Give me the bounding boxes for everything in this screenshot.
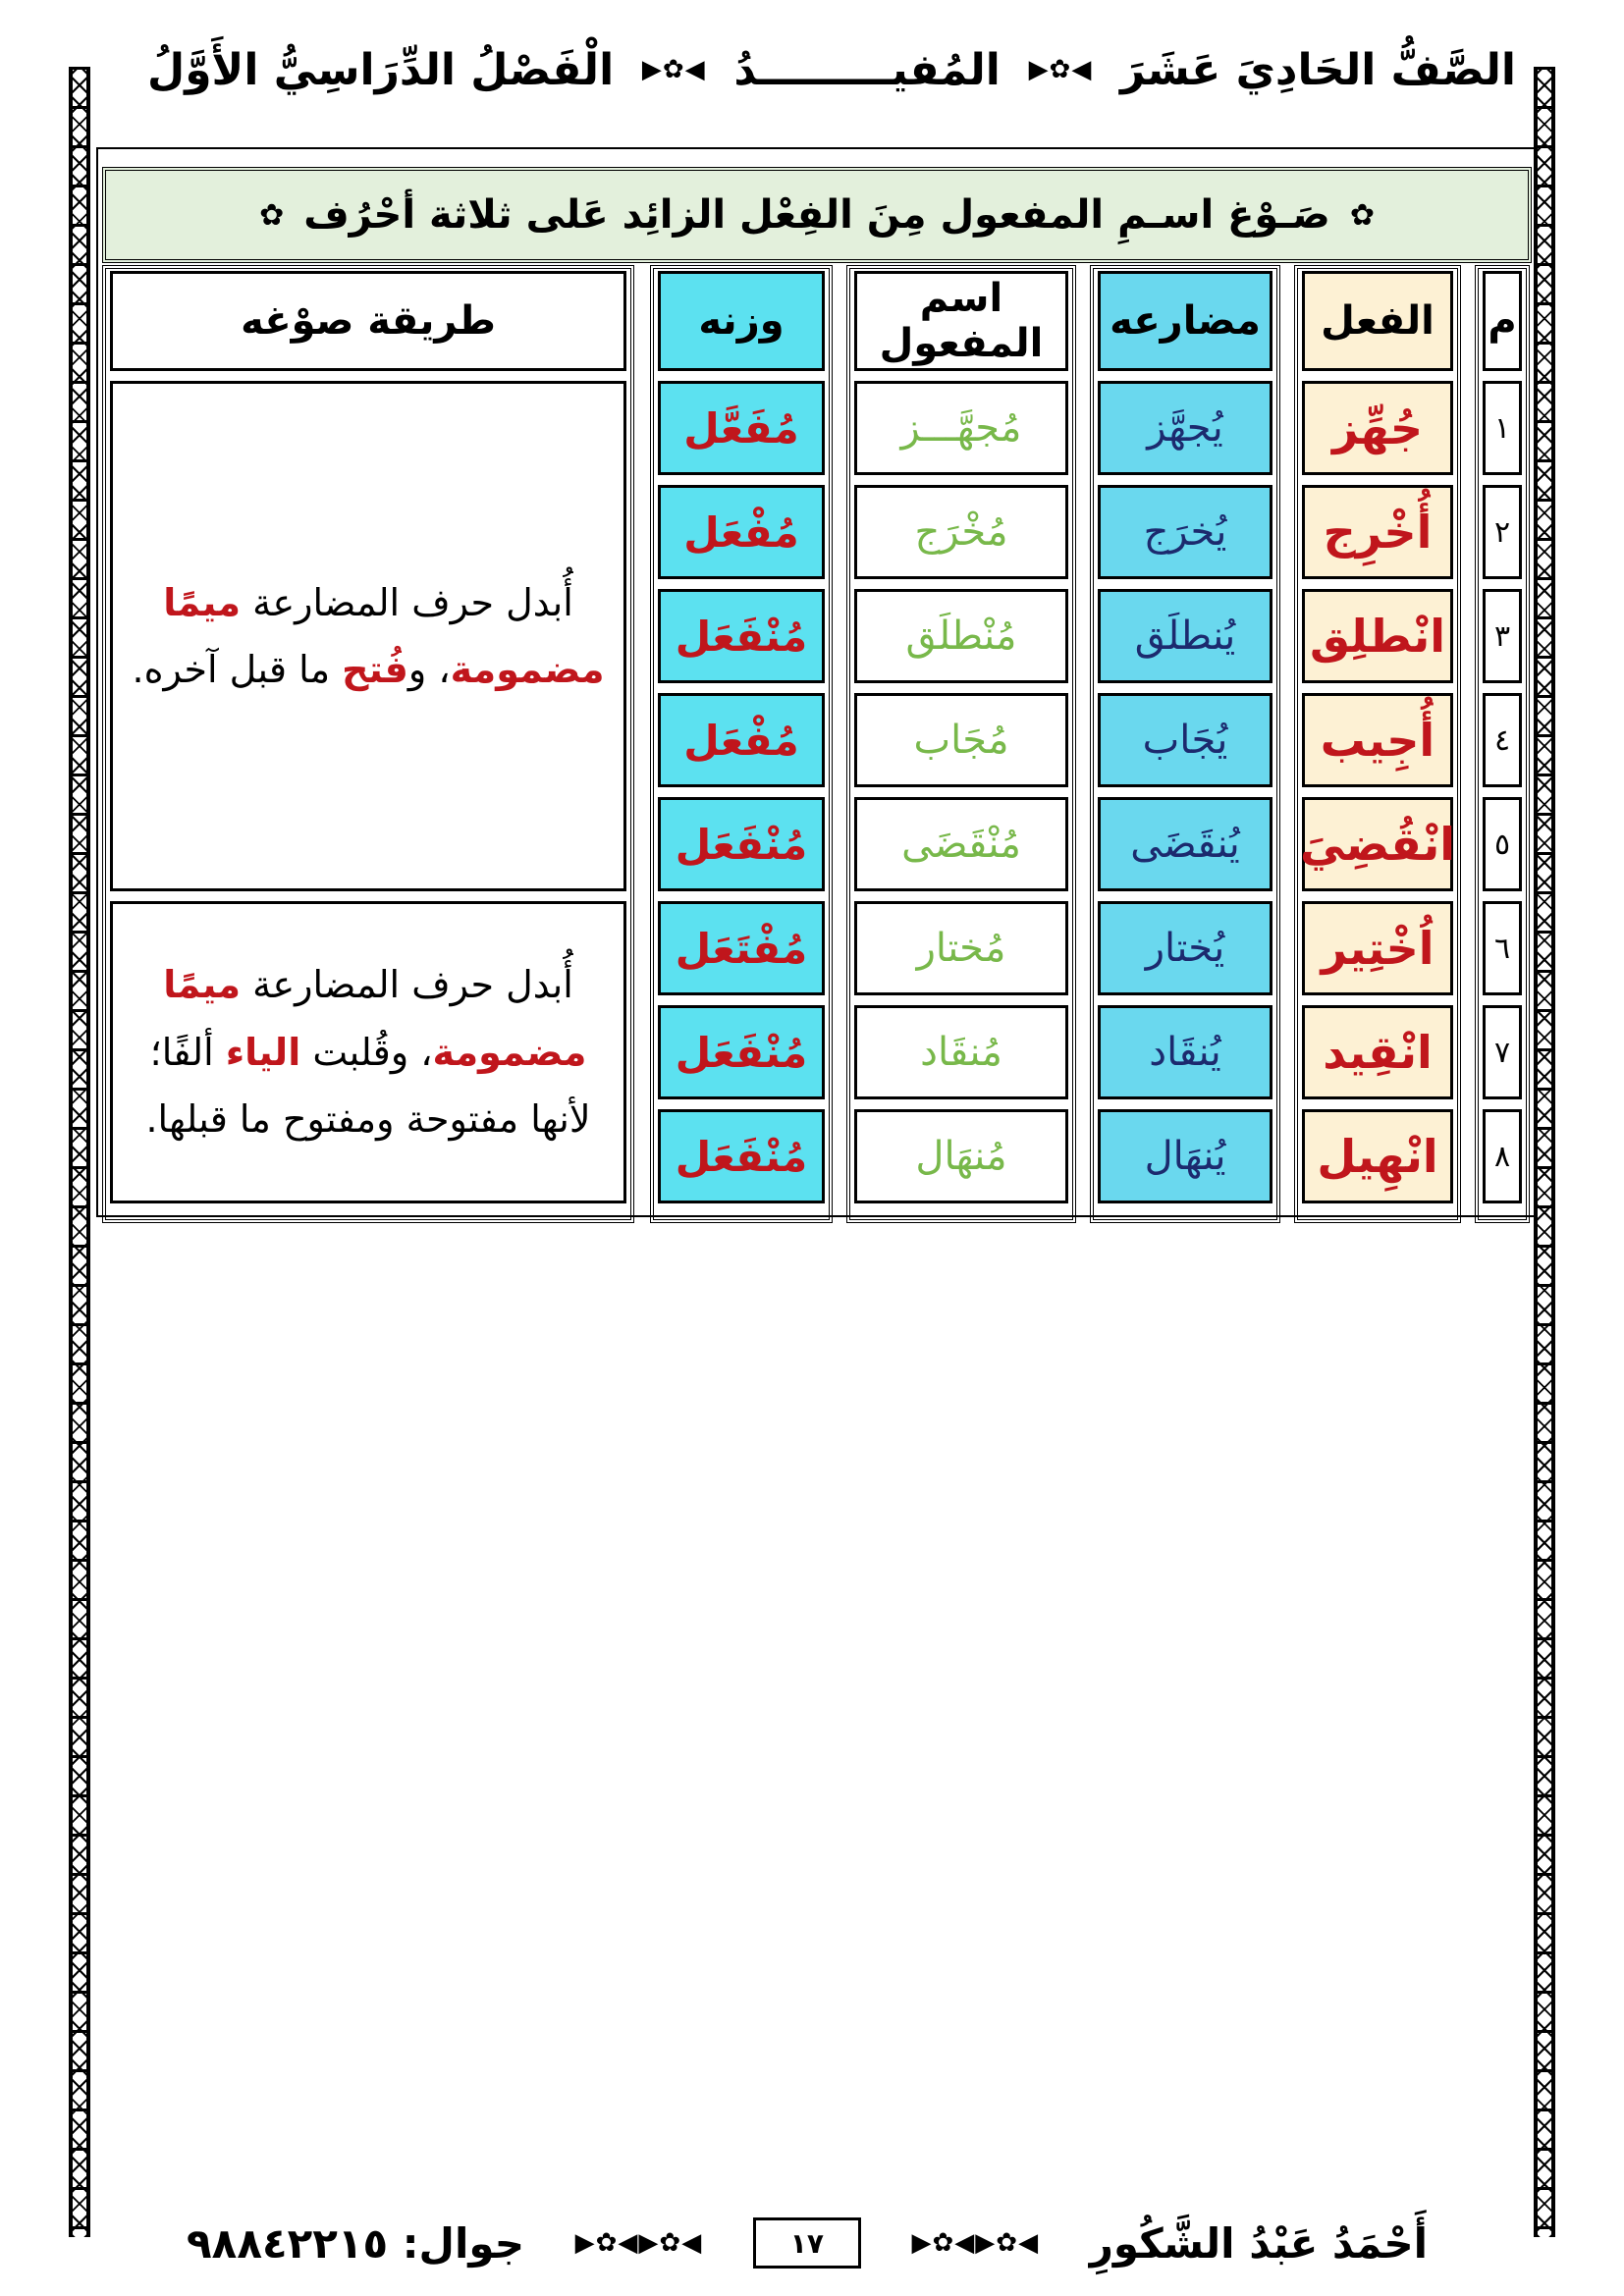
method-highlight: فُتح — [342, 648, 408, 691]
method-highlight: الياء — [225, 1030, 301, 1074]
row-number: ٥ — [1483, 797, 1522, 891]
row-number: ٦ — [1483, 901, 1522, 995]
verb-cell: أُجِيب — [1302, 693, 1453, 787]
mudari-cell: يُنقَضَى — [1098, 797, 1272, 891]
mafool-cell: مُجهَّـــز — [854, 381, 1068, 475]
mafool-cell: مُختار — [854, 901, 1068, 995]
header-mudari: مضارعه — [1098, 271, 1272, 371]
method-cell-2 — [110, 901, 626, 1203]
phone-number: جوال: ٩٨٨٤٢٢١٥ — [187, 2218, 524, 2268]
page-footer — [187, 2209, 1428, 2277]
footer-ornament-icon: ◀✿▶◀✿▶ — [574, 2228, 703, 2258]
verb-cell: اُخْتِير — [1302, 901, 1453, 995]
lesson-title: صَـوْغ اسـمِ المفعول مِنَ الفِعْل الزائِد عَلى ثلاثة أحْرُف — [303, 192, 1330, 238]
row-number: ٧ — [1483, 1005, 1522, 1099]
method-text: لأنها مفتوحة ومفتوح ما قبلها. — [145, 1097, 591, 1142]
method-highlight: مضمومة — [432, 1030, 587, 1074]
book-title: المُفيـــــــــدُ — [733, 44, 1001, 95]
header-verb: الفعل — [1302, 271, 1453, 371]
mudari-cell: يُجَاب — [1098, 693, 1272, 787]
mudari-cell: يُنطلَق — [1098, 589, 1272, 683]
wazn-cell: مُفْتَعَل — [658, 901, 825, 995]
wazn-cell: مُنْفَعَل — [658, 797, 825, 891]
grade-label: الصَّفُّ الحَادِيَ عَشَرَ — [1120, 44, 1516, 95]
header-mafool: اسم المفعول — [854, 271, 1068, 371]
footer-ornament-icon: ◀✿▶◀✿▶ — [911, 2228, 1040, 2258]
header-num: م — [1483, 271, 1522, 371]
method-text: ألفًا؛ — [149, 1030, 226, 1074]
header-ornament-icon: ◀✿▶ — [1028, 55, 1093, 84]
mafool-cell: مُنْقَضَى — [854, 797, 1068, 891]
term-label: الْفَصْلُ الدِّرَاسِيُّ الأَوَّلُ — [147, 44, 615, 95]
wazn-cell: مُفْعَل — [658, 485, 825, 579]
row-number: ٢ — [1483, 485, 1522, 579]
method-text: ، و — [407, 648, 451, 691]
mafool-cell: مُنقَاد — [854, 1005, 1068, 1099]
header-method: طريقة صوْغه — [110, 271, 626, 371]
author-name: أَحْمَدُ عَبْدُ الشَّكُورِ — [1089, 2218, 1428, 2268]
wazn-cell: مُفَعَّل — [658, 381, 825, 475]
method-highlight: ميمًا — [163, 580, 241, 624]
method-text: ما قبل آخره. — [132, 648, 343, 691]
page-header — [147, 33, 1516, 106]
header-ornament-icon: ◀✿▶ — [641, 55, 706, 84]
decorative-border-left — [69, 67, 90, 2237]
row-number: ٨ — [1483, 1109, 1522, 1203]
page-number: ١٧ — [753, 2217, 861, 2269]
wazn-cell: مُنْفَعَل — [658, 589, 825, 683]
method-cell-1 — [110, 381, 626, 891]
header-wazn: وزنه — [658, 271, 825, 371]
verb-cell: انْهِيل — [1302, 1109, 1453, 1203]
mudari-cell: يُختار — [1098, 901, 1272, 995]
verb-cell: انْطلِق — [1302, 589, 1453, 683]
method-highlight: مضمومة — [450, 648, 605, 691]
mafool-cell: مُنهَال — [854, 1109, 1068, 1203]
mudari-cell: يُنقَاد — [1098, 1005, 1272, 1099]
verb-cell: أُخْرِج — [1302, 485, 1453, 579]
row-number: ٤ — [1483, 693, 1522, 787]
mafool-cell: مُخْرَج — [854, 485, 1068, 579]
verb-cell: انْقِيد — [1302, 1005, 1453, 1099]
method-text: أُبدل حرف المضارعة — [241, 963, 573, 1007]
mafool-cell: مُنْطلَق — [854, 589, 1068, 683]
mudari-cell: يُخرَج — [1098, 485, 1272, 579]
wazn-cell: مُنْفَعَل — [658, 1005, 825, 1099]
verb-cell: انْقُضِيَ — [1302, 797, 1453, 891]
row-number: ١ — [1483, 381, 1522, 475]
verb-cell: جُهِّز — [1302, 381, 1453, 475]
mudari-cell: يُنهَال — [1098, 1109, 1272, 1203]
row-number: ٣ — [1483, 589, 1522, 683]
lesson-title-bar — [102, 167, 1532, 263]
mafool-cell: مُجَاب — [854, 693, 1068, 787]
flower-icon: ✿ — [1349, 197, 1375, 233]
method-highlight: ميمًا — [163, 963, 241, 1007]
method-text: أُبدل حرف المضارعة — [241, 580, 573, 624]
flower-icon: ✿ — [259, 197, 285, 233]
wazn-cell: مُنْفَعَل — [658, 1109, 825, 1203]
method-text: ، وقُلبت — [300, 1030, 433, 1074]
wazn-cell: مُفْعَل — [658, 693, 825, 787]
mudari-cell: يُجهَّز — [1098, 381, 1272, 475]
